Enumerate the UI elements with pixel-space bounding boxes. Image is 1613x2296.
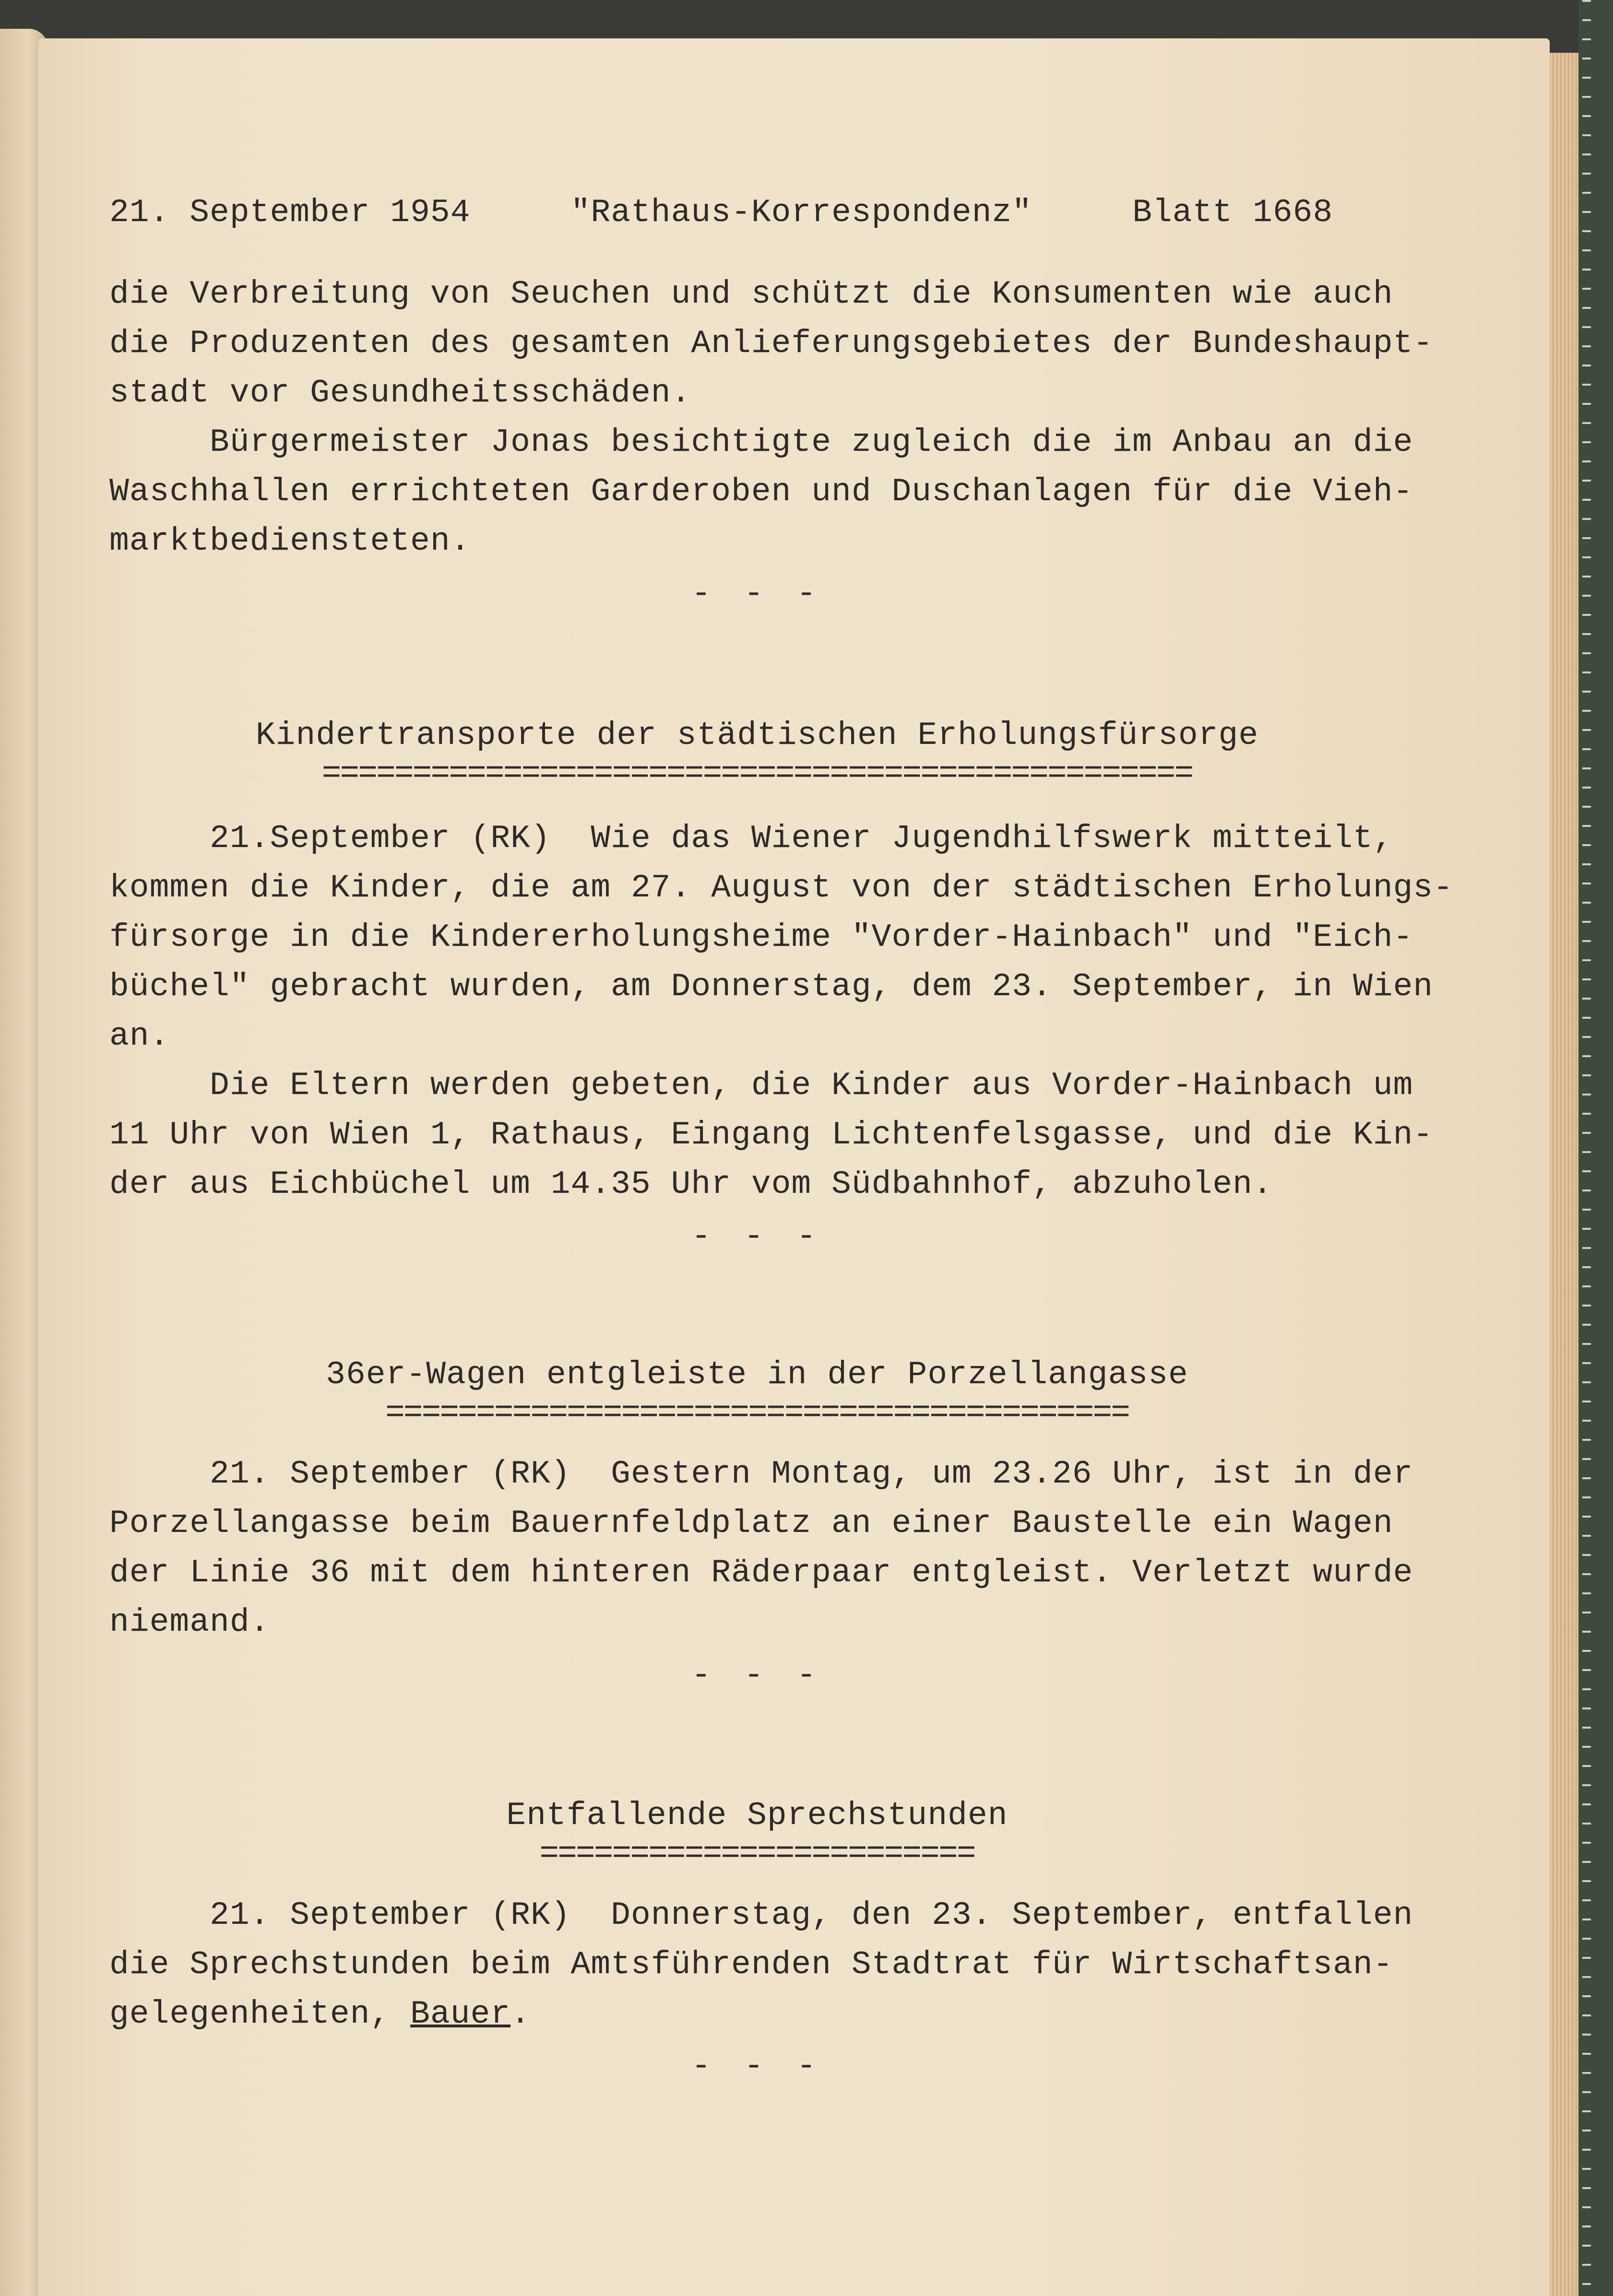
article-line: büchel" gebracht wurden, am Donnerstag, dem 23. September, in Wien <box>109 968 1434 1005</box>
section-separator: - - - <box>691 576 823 612</box>
intro-line: marktbediensteten. <box>109 523 471 560</box>
heading-rule: ======================== <box>539 1836 975 1872</box>
article-line: die Sprechstunden beim Amtsführenden Stadtrat für Wirtschaftsan- <box>109 1946 1393 1983</box>
article-line: der Linie 36 mit dem hinteren Räderpaar entgleist. Verletzt wurde <box>109 1554 1413 1591</box>
article-line: an. <box>109 1018 170 1055</box>
article-line <box>109 1998 1453 2031</box>
signature-name: Bauer <box>410 1996 511 2033</box>
header-date: 21. September 1954 <box>109 194 471 231</box>
header-sheet-number: Blatt 1668 <box>1132 194 1333 231</box>
page-header <box>109 194 1453 231</box>
section-separator: - - - <box>691 1657 823 1694</box>
article-line: 11 Uhr von Wien 1, Rathaus, Eingang Lichtenfelsgasse, und die Kin- <box>109 1117 1434 1154</box>
signature-period: . <box>510 1996 531 2033</box>
article-line: niemand. <box>109 1604 270 1641</box>
header-title: "Rathaus-Korrespondenz" <box>570 194 1032 231</box>
intro-line: Bürgermeister Jonas besichtigte zugleich die im Anbau an die <box>109 424 1413 461</box>
scan-scale-bar <box>1578 0 1613 2296</box>
article-line: fürsorge in die Kindererholungsheime "Vorder-Hainbach" und "Eich- <box>109 919 1413 956</box>
article-line: der aus Eichbüchel um 14.35 Uhr vom Südbahnhof, abzuholen. <box>109 1166 1273 1203</box>
intro-line: die Verbreitung von Seuchen und schützt die Konsumenten wie auch <box>109 276 1393 313</box>
article-line-text: gelegenheiten, <box>109 1996 411 2033</box>
article-heading: 36er-Wagen entgleiste in der Porzellangasse <box>326 1356 1188 1393</box>
intro-line: stadt vor Gesundheitsschäden. <box>109 375 691 412</box>
article-line: Porzellangasse beim Bauernfeldplatz an einer Baustelle ein Wagen <box>109 1505 1393 1542</box>
article-line: 21. September (RK) Gestern Montag, um 23.26 Uhr, ist in der <box>109 1456 1413 1493</box>
article-line: 21. September (RK) Donnerstag, den 23. September, entfallen <box>109 1897 1413 1934</box>
article-line: 21.September (RK) Wie das Wiener Jugendhilfswerk mitteilt, <box>109 820 1393 857</box>
stacked-page-edges <box>1550 53 1578 2296</box>
intro-line: die Produzenten des gesamten Anlieferungsgebietes der Bundeshaupt- <box>109 325 1434 362</box>
article-heading: Entfallende Sprechstunden <box>506 1797 1008 1834</box>
section-separator: - - - <box>691 1218 823 1255</box>
heading-rule: ================================================ <box>321 755 1193 792</box>
heading-rule: ========================================= <box>385 1395 1129 1432</box>
intro-line: Waschhallen errichteten Garderoben und Duschanlagen für die Vieh- <box>109 473 1413 510</box>
article-line: Die Eltern werden gebeten, die Kinder aus Vorder-Hainbach um <box>109 1067 1413 1104</box>
scale-ticks <box>1582 0 1591 2296</box>
article-line: kommen die Kinder, die am 27. August von der städtischen Erholungs- <box>109 870 1454 907</box>
section-separator: - - - <box>691 2048 823 2085</box>
article-heading: Kindertransporte der städtischen Erholungsfürsorge <box>255 717 1259 754</box>
